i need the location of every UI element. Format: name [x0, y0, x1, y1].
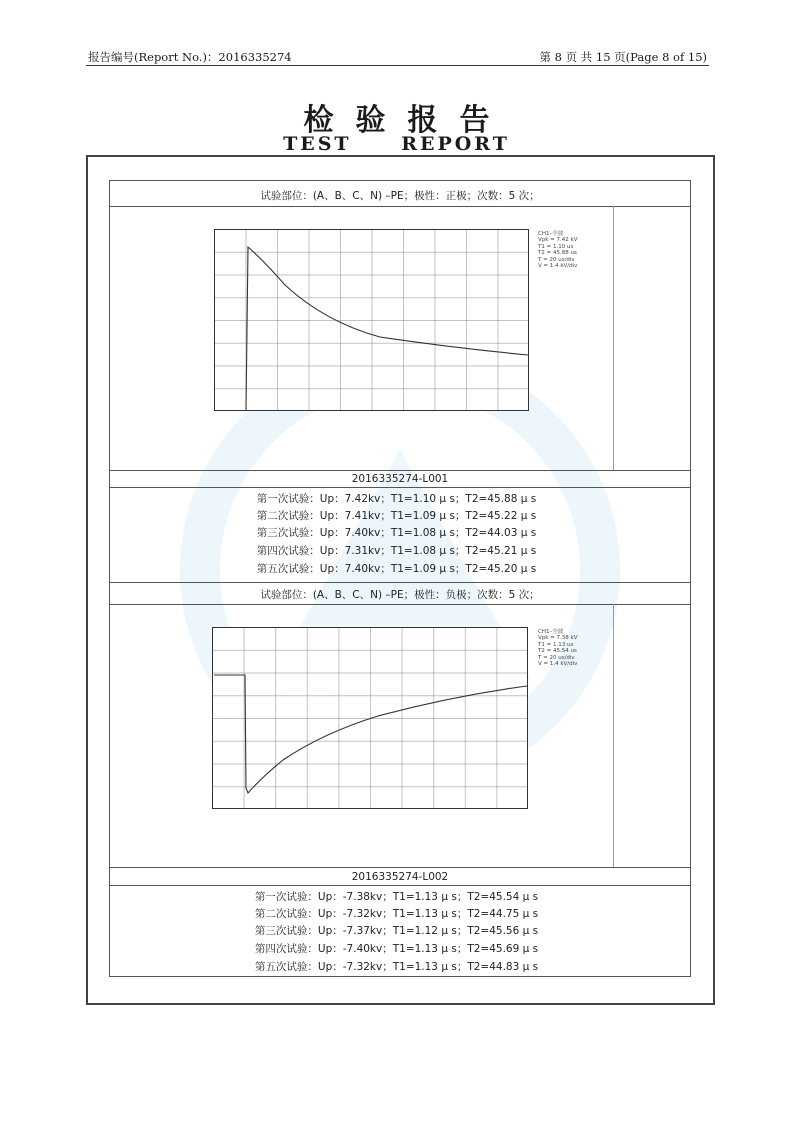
table-rule	[109, 487, 691, 488]
waveform-cell-divider	[613, 604, 614, 867]
trial-row: 第四次试验：Up：-7.40kv；T1=1.13 μ s；T2=45.69 μ s	[254, 943, 539, 955]
table-rule	[109, 867, 691, 868]
report-number: 报告编号(Report No.)：2016335274	[88, 50, 292, 64]
waveform-trace-negative	[214, 675, 527, 793]
oscilloscope-plot-positive	[214, 229, 529, 411]
report-title-en: TEST REPORT	[283, 133, 510, 155]
scope-readout-positive: CH1–全波 Vpk = 7.42 kV T1 = 1.10 us T2 = 45.88 us T = 20 us/div V = 1.4 kV/div	[538, 231, 578, 270]
trial-row: 第五次试验：Up：7.40kv；T1=1.09 μ s；T2=45.20 μ s	[256, 563, 537, 575]
trial-row: 第二次试验：Up：7.41kv；T1=1.09 μ s；T2=45.22 μ s	[256, 510, 537, 522]
trial-row: 第二次试验：Up：-7.32kv；T1=1.13 μ s；T2=44.75 μ s	[254, 908, 539, 920]
table-rule	[109, 206, 691, 207]
table-rule	[109, 470, 691, 471]
table-rule	[109, 604, 691, 605]
waveform-id-positive: 2016335274-L001	[351, 473, 449, 485]
header-rule	[86, 65, 709, 66]
waveform-trace-positive	[246, 247, 528, 410]
test-condition-positive: 试验部位：(A、B、C、N) –PE；极性：正极；次数：5 次；	[260, 190, 540, 202]
trial-row: 第一次试验：Up：7.42kv；T1=1.10 μ s；T2=45.88 μ s	[256, 493, 537, 505]
waveform-id-negative: 2016335274-L002	[351, 871, 449, 883]
trial-row: 第三次试验：Up：7.40kv；T1=1.08 μ s；T2=44.03 μ s	[256, 527, 537, 539]
trial-row: 第四次试验：Up：7.31kv；T1=1.08 μ s；T2=45.21 μ s	[256, 545, 537, 557]
trial-row: 第一次试验：Up：-7.38kv；T1=1.13 μ s；T2=45.54 μ s	[254, 891, 539, 903]
waveform-cell-divider	[613, 206, 614, 470]
page-indicator: 第 8 页 共 15 页(Page 8 of 15)	[539, 50, 707, 64]
table-rule	[109, 582, 691, 583]
report-title-cn: 检验报告	[303, 103, 512, 138]
test-condition-negative: 试验部位：(A、B、C、N) –PE；极性：负极；次数：5 次；	[260, 589, 540, 601]
trial-row: 第五次试验：Up：-7.32kv；T1=1.13 μ s；T2=44.83 μ s	[254, 961, 539, 973]
table-rule	[109, 885, 691, 886]
scope-readout-negative: CH1–全波 Vpk = 7.38 kV T1 = 1.13 us T2 = 45.54 us T = 20 us/div V = 1.4 kV/div	[538, 629, 578, 668]
oscilloscope-plot-negative	[212, 627, 528, 809]
trial-row: 第三次试验：Up：-7.37kv；T1=1.12 μ s；T2=45.56 μ s	[254, 925, 539, 937]
